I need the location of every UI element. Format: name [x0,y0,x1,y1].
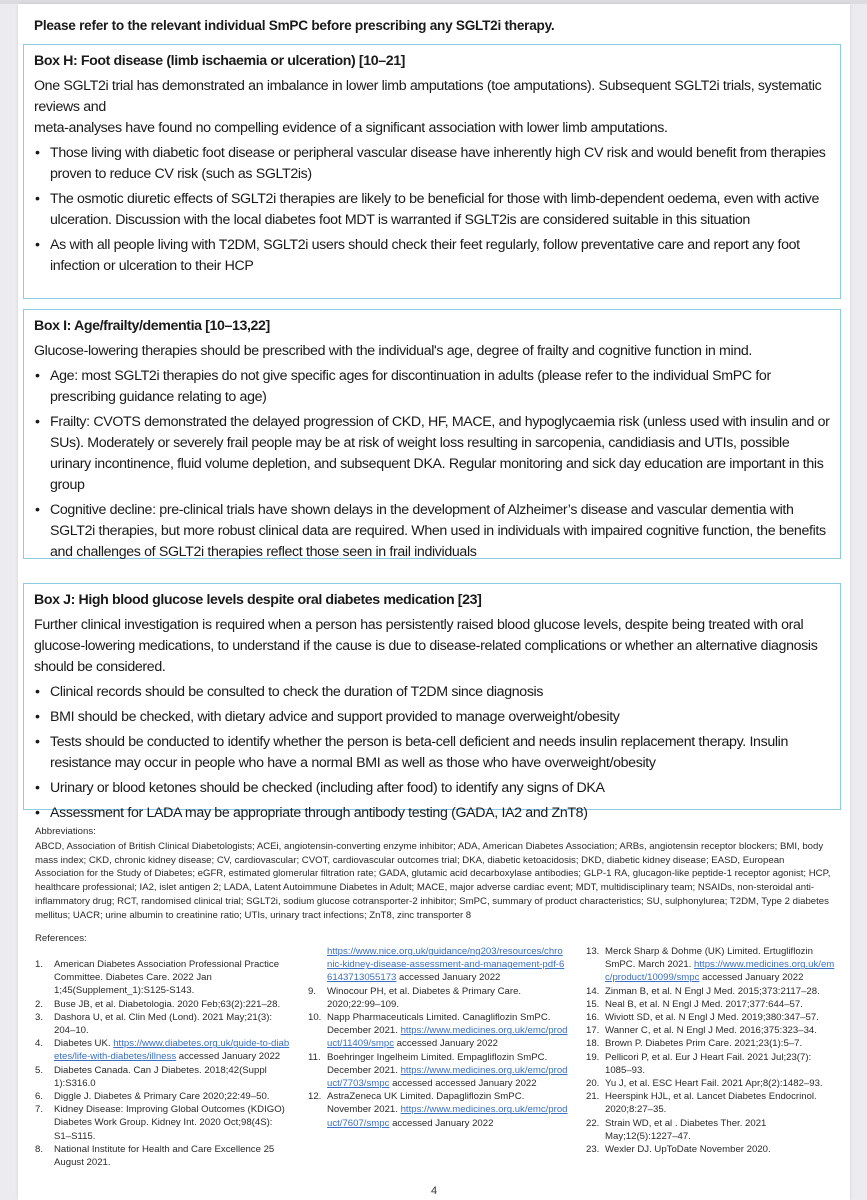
page-number: 4 [430,1185,438,1197]
bullet-icon: • [35,805,40,821]
list-item: • Frailty: CVOTS demonstrated the delayed progression of CKD, HF, MACE, and hypoglycaemia risk (unless used with insulin and or SUs). Moderately or severely frail people may be at risk of weight loss resulting in sarcopenia, candidiasis and UTIs, possible urinary incontinence, fluid volume depletion, and subsequent DKA. Regular monitoring and sick day education are important in this group [35,414,830,493]
reference-link[interactable]: https://www.diabetes.org.uk/guide-to-diabetes/life-with-diabetes/illness [54,1038,290,1063]
reference-item: 21. Heerspink HJL, et al. Lancet Diabetes Endocrinol. 2020;8:27–35. [586,1091,817,1116]
reference-item: 19. Pellicori P, et al. Eur J Heart Fail. 2021 Jul;23(7): 1085–93. [586,1051,812,1076]
document-page [18,4,850,1200]
references-column-3 [586,945,836,1156]
reference-item-continued: https://www.nice.org.uk/guidance/ng203/resources/chronic-kidney-disease-assessment-and-management-pdf-66143713055173 accessed January 2022 [327,946,565,984]
reference-item: 15. Neal B, et al. N Engl J Med. 2017;377:644–57. [586,998,803,1010]
list-item: • Assessment for LADA may be appropriate through antibody testing (GADA, IA2 and ZnT8) [34,803,830,824]
bullet-list [34,682,830,824]
reference-item: 11. Boehringer Ingelheim Limited. Empagliflozin SmPC. December 2021. https://www.medicines.org.uk/emc/product/7703/smpc accessed accessed January 2022 [308,1051,568,1090]
box-h-foot-disease [23,44,841,299]
reference-item: 5. Diabetes Canada. Can J Diabetes. 2018;42(Suppl 1):S316.0 [35,1064,267,1089]
reference-link[interactable]: https://www.medicines.org.uk/emc/product/7607/smpc [327,1104,568,1129]
box-title: Box H: Foot disease (limb ischaemia or ulceration) [10–21] [34,53,406,69]
bullet-icon: • [35,414,40,430]
references-title: References: [35,933,87,944]
bullet-icon: • [35,191,40,207]
bullet-list [34,143,830,277]
references-column-1 [35,958,290,1169]
reference-item: 17. Wanner C, et al. N Engl J Med. 2016;375:323–34. [586,1025,817,1037]
abbreviations-title: Abbreviations: [35,826,96,837]
reference-item: 4. Diabetes UK. https://www.diabetes.org.uk/guide-to-diabetes/life-with-diabetes/illness accessed January 2022 [35,1038,290,1063]
list-item: • Tests should be conducted to identify whether the person is beta-cell deficient and needs insulin replacement therapy. Insulin resistance may occur in people who have a normal BMI as well as those who have overweight/obesity [35,734,788,771]
reference-item: 12. AstraZeneca UK Limited. Dapagliflozin SmPC. November 2021. https://www.medicines.org.uk/emc/product/7607/smpc accessed January 2022 [308,1091,568,1129]
reference-item: 6. Diggle J. Diabetes & Primary Care 2020;22:49–50. [35,1091,270,1103]
reference-item: 14. Zinman B, et al. N Engl J Med. 2015;373:2117–28. [586,985,820,997]
list-item: • Age: most SGLT2i therapies do not give specific ages for discontinuation in adults (please refer to the individual SmPC for prescribing guidance relating to age) [35,368,771,405]
bullet-icon: • [35,684,40,700]
list-item: • Clinical records should be consulted to check the duration of T2DM since diagnosis [34,682,830,703]
box-intro: Glucose-lowering therapies should be prescribed with the individual's age, degree of frailty and cognitive function in mind. [34,343,752,359]
reference-item: 22. Strain WD, et al . Diabetes Ther. 2021 May;12(5):1227–47. [586,1117,767,1142]
reference-item: 20. Yu J, et al. ESC Heart Fail. 2021 Apr;8(2):1482–93. [586,1078,823,1090]
intro-line-2: meta-analyses have found no compelling evidence of a significant association with lower limb amputations. [34,120,668,136]
box-intro: Further clinical investigation is required when a person has persistently raised blood glucose levels, despite being treated with oral glucose-lowering medications, to understand if the cause is due to disease-related complications or whether an alternative diagnosis should be considered. [34,617,818,675]
reference-item: 13. Merck Sharp & Dohme (UK) Limited. Ertugliflozin SmPC. March 2021. https://www.medicines.org.uk/emc/product/10099/smpc accessed January 2022 [586,946,835,984]
reference-item: 2. Buse JB, et al. Diabetologia. 2020 Feb;63(2):221–28. [35,998,281,1010]
box-intro [34,76,830,139]
reference-item: 8. National Institute for Health and Care Excellence 25 August 2021. [35,1143,275,1169]
reference-link[interactable]: https://www.medicines.org.uk/emc/product/10099/smpc [605,959,835,984]
box-title: Box I: Age/frailty/dementia [10–13,22] [34,318,270,334]
references-column-2 [308,945,568,1130]
reference-item: 3. Dashora U, et al. Clin Med (Lond). 2021 May;21(3): 204–10. [35,1011,273,1037]
abbreviations-text: ABCD, Association of British Clinical Diabetologists; ACEi, angiotensin-converting enzyme inhibitor; ADA, American Diabetes Association; ARBs, angiotensin receptor blockers; BMI, body mass index; CKD, chronic kidney disease; CV, cardiovascular; CVOT, cardiovascular outcomes trial; DKA, diabetic ketoacidosis; DKD, diabetic kidney disease; EASD, European Association for the Study of Diabetes; eGFR, estimated glomerular filtration rate; GADA, glutamic acid decarboxylase antibodies; GLP-1 RA, glucagon-like peptide-1 receptor agonist; HCP, healthcare professional; IA2, islet antigen 2; LADA, Latent Autoimmune Diabetes in Adult; MACE, major adverse cardiac event; MDT, multidisciplinary team; NSAIDs, non-steroidal anti-inflammatory drug; RCT, randomised clinical trial; SGLT2i, sodium glucose cotransporter-2 inhibitor; SmPC, summary of product characteristics; SU, sulphonylurea; T2DM, Type 2 diabetes mellitus; UACR; urine albumin to creatinine ratio; UTIs, urinary tract infections; ZnT8, zinc transporter 8 [35,840,831,921]
reference-item: 9. Winocour PH, et al. Diabetes & Primary Care. 2020;22:99–109. [308,985,522,1010]
bullet-icon: • [35,502,40,518]
reference-item: 10. Napp Pharmaceuticals Limited. Canagliflozin SmPC. December 2021. https://www.medicines.org.uk/emc/product/11409/smpc accessed January 2022 [308,1012,568,1050]
list-item: • BMI should be checked, with dietary advice and support provided to manage overweight/obesity [34,707,830,728]
reference-item: 16. Wiviott SD, et al. N Engl J Med. 2019;380:347–57. [586,1012,819,1024]
bullet-icon: • [35,237,40,253]
reference-link[interactable]: https://www.nice.org.uk/guidance/ng203/resources/chronic-kidney-disease-assessment-and-management-pdf-66143713055173 [327,946,565,984]
reference-item: 23. Wexler DJ. UpToDate November 2020. [586,1144,771,1156]
bullet-icon: • [35,780,40,796]
smpc-notice: Please refer to the relevant individual SmPC before prescribing any SGLT2i therapy. [34,18,555,33]
list-item: • Those living with diabetic foot disease or peripheral vascular disease have inherently high CV risk and would benefit from therapies proven to reduce CV risk (such as SGLT2is) [35,145,826,182]
intro-line-1: One SGLT2i trial has demonstrated an imbalance in lower limb amputations (toe amputations). Subsequent SGLT2i trials, systematic reviews and [34,78,822,115]
reference-item: 1. American Diabetes Association Professional Practice Committee. Diabetes Care. 2022 Jan 1;45(Supplement_1):S125-S143. [35,959,280,997]
reference-link[interactable]: https://www.medicines.org.uk/emc/product/11409/smpc [327,1025,568,1050]
bullet-icon: • [35,368,40,384]
bullet-icon: • [35,145,40,161]
reference-item: 18. Brown P. Diabetes Prim Care. 2021;23(1):5–7. [586,1038,803,1050]
list-item: • Cognitive decline: pre-clinical trials have shown delays in the development of Alzheimer’s disease and vascular dementia with SGLT2i therapies, but more robust clinical data are required. When used in individuals with impaired cognitive function, the benefits and challenges of SGLT2i therapies reflect those seen in frail individuals [35,502,826,560]
list-item: • As with all people living with T2DM, SGLT2i users should check their feet regularly, follow preventative care and report any foot infection or ulceration to their HCP [35,237,800,274]
bullet-icon: • [35,734,40,750]
reference-link[interactable]: https://www.medicines.org.uk/emc/product/7703/smpc [327,1064,568,1090]
box-i-age-frailty-dementia [23,309,841,559]
abbreviations-section [35,825,835,923]
reference-item: 7. Kidney Disease: Improving Global Outcomes (KDIGO) Diabetes Work Group. Kidney Int. 2020 Oct;98(4S): S1–S115. [35,1104,285,1142]
list-item: • The osmotic diuretic effects of SGLT2i therapies are likely to be beneficial for those with limb-dependent oedema, even with active ulceration. Discussion with the local diabetes foot MDT is warranted if SGLT2is are considered suitable in this situation [35,191,820,228]
box-title: Box J: High blood glucose levels despite oral diabetes medication [23] [34,592,482,608]
list-item: • Urinary or blood ketones should be checked (including after food) to identify any signs of DKA [34,778,830,799]
bullet-list [34,366,830,563]
box-j-high-blood-glucose [23,583,841,821]
bullet-icon: • [35,709,40,725]
